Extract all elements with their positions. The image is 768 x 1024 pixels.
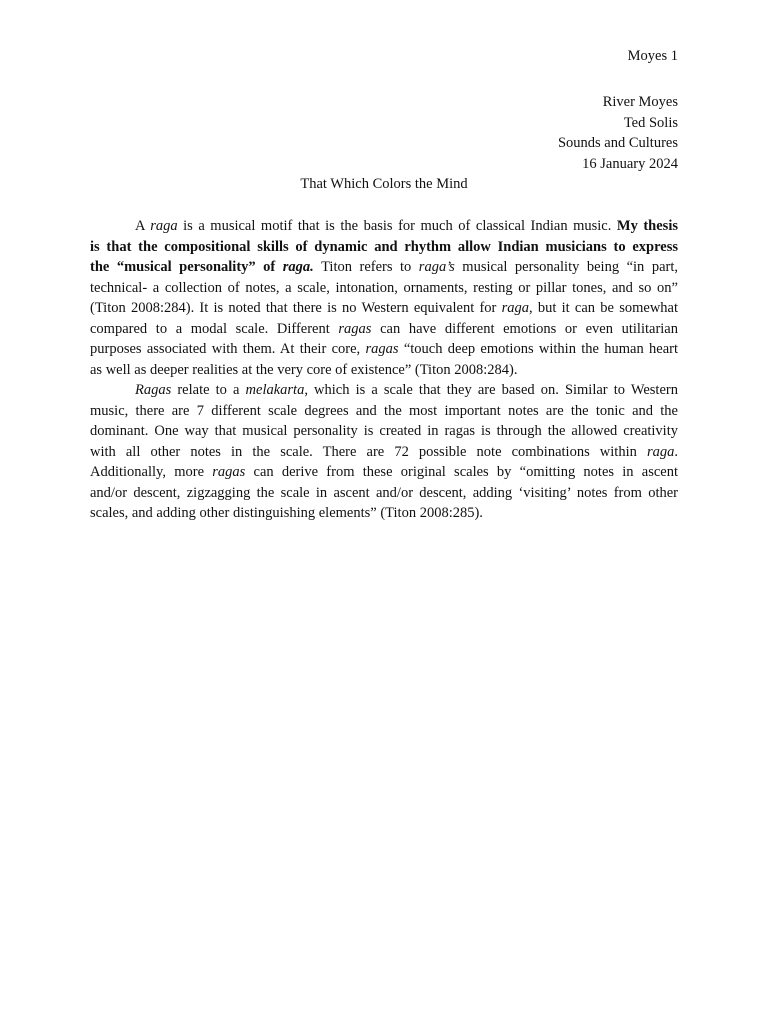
text-run [283,259,314,275]
paragraph [90,216,678,380]
text-run: Additionally, more [90,464,213,480]
course-name: Sounds and Cultures [557,135,678,151]
text-run: dominant. One way that musical personality is created in ragas is through the allowed creativity [90,423,678,439]
text-run: raga. [282,259,314,275]
text-run: raga [150,218,178,234]
text-run: ragas [338,320,372,337]
author-name: River Moyes [602,94,678,110]
text-run: raga [646,443,675,460]
text-run: melakarta [245,382,305,398]
heading-block [558,92,678,174]
text-run: is a musical motif that is the basis for much of classical Indian music. [177,218,617,234]
text-run: purposes associated with them. At their core, [90,341,366,357]
paragraph-line [90,380,678,401]
text-run: My thesis [616,218,678,234]
text-run: is that the compositional skills of dynamic and rhythm allow Indian musicians to express [90,238,678,255]
paragraph-line [90,298,678,319]
text-run: technical- a collection of notes, a scale, intonation, ornaments, resting or pillar tones, and so on” [90,279,678,296]
text-run: Titon refers to [313,259,419,275]
text-run: raga’s [418,259,455,275]
text-run: “touch deep emotions within the human heart [398,341,678,357]
text-run: the “musical personality” of [90,259,283,275]
text-run: can derive from these original scales by “omitting notes in ascent [245,464,678,480]
text-run: music, there are 7 different scale degrees and the most important notes are the tonic and the [90,402,678,419]
paragraph-line [90,278,678,299]
paragraph-line [90,503,678,524]
text-run: . [674,443,678,460]
text-run: , but it can be somewhat [529,300,678,316]
document-date: 16 January 2024 [582,155,678,172]
paper-title: That Which Colors the Mind [300,176,468,192]
text-run: , which is a scale that they are based on. Similar to Western [304,382,678,398]
paragraph-line [90,401,678,422]
text-run: scales, and adding other distinguishing elements” (Titon 2008:285). [90,505,483,521]
text-run: compared to a modal scale. Different [90,320,339,337]
text-run: raga [501,300,530,316]
paragraph-line [90,319,678,340]
body-text [90,216,678,524]
paragraph [90,380,678,524]
text-run: relate to a [171,382,246,398]
text-run: can have different emotions or even utilitarian [371,320,678,337]
paragraph-line [90,360,678,381]
instructor-name: Ted Solis [623,114,678,131]
text-run: A [135,218,151,234]
paragraph-line [90,339,678,360]
text-run: and/or descent, zigzagging the scale in ascent and/or descent, adding ‘visiting’ notes from other [90,484,678,501]
text-run: (Titon 2008:284). It is noted that there is no Western equivalent for [90,300,502,316]
paragraph-line [90,237,678,258]
paragraph-line [90,462,678,483]
paragraph-line [90,216,678,237]
running-head: Moyes 1 [627,48,678,64]
text-run: musical personality being “in part, [454,259,678,275]
paragraph-line [90,483,678,504]
text-run: with all other notes in the scale. There are 72 possible note combinations within [90,443,647,460]
text-run: Ragas [135,382,172,398]
text-run: ragas [212,464,246,480]
paragraph-line [90,257,678,278]
paragraph-line [90,442,678,463]
paragraph-line [90,421,678,442]
text-run: as well as deeper realities at the very core of existence” (Titon 2008:284). [90,361,518,378]
text-run: ragas [365,341,399,357]
